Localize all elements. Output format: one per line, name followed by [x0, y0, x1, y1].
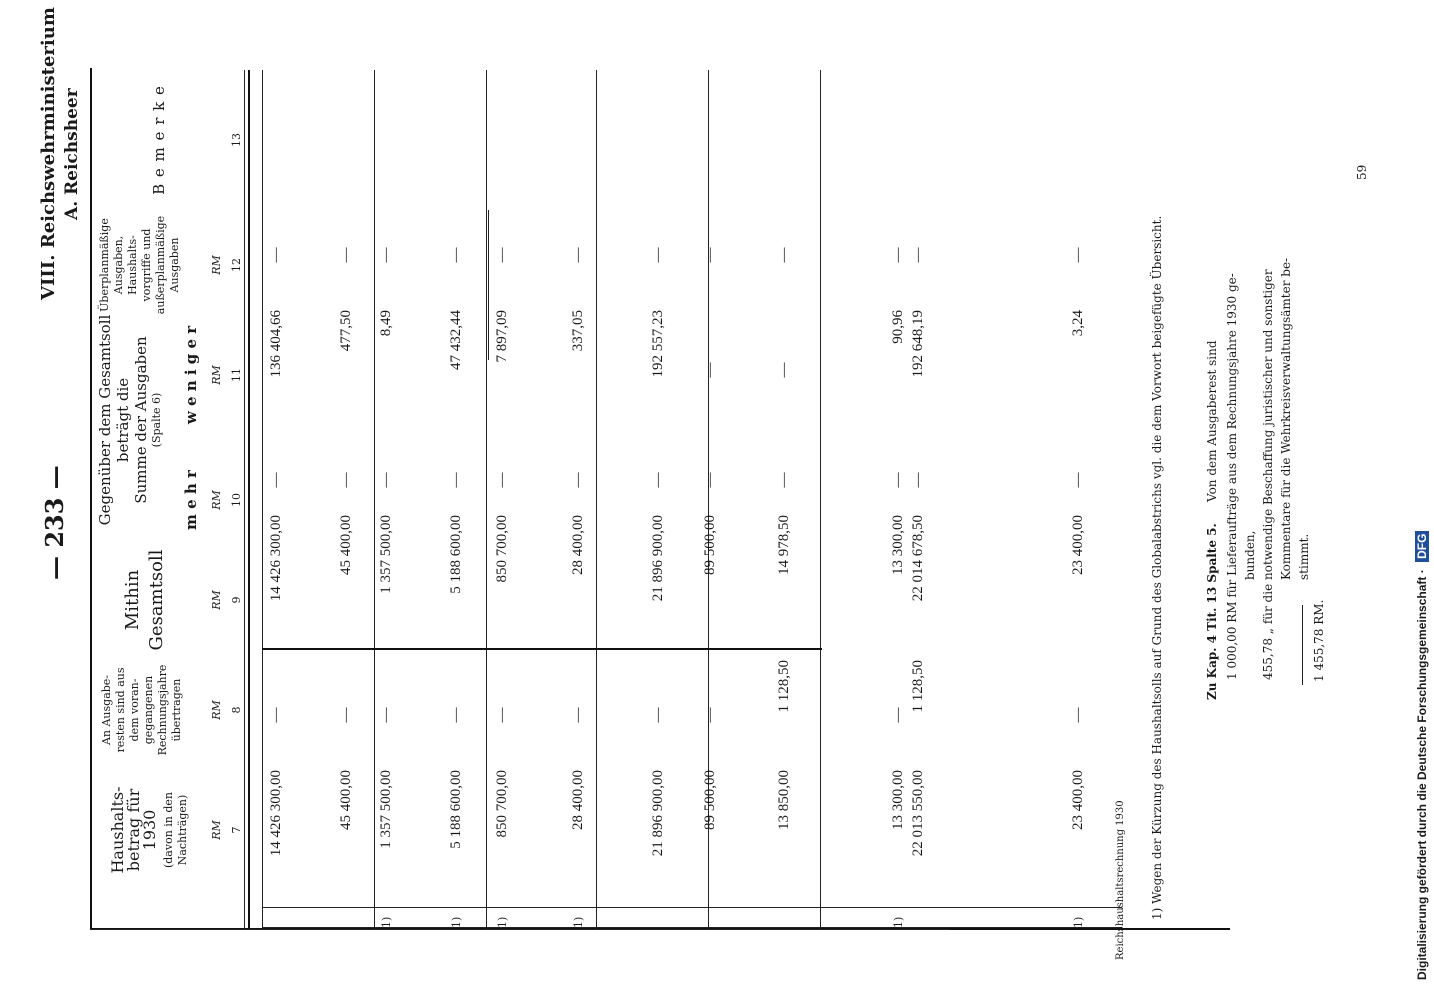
cell-c7: 13 850,00 [776, 770, 792, 830]
footnote: 1) Wegen der Kürzung des Haushaltsolls auf Grund des Globalabstrichs vgl. die dem Vorwort beigefügte Übersicht. [1150, 215, 1164, 920]
digitization-credit [1411, 10, 1434, 990]
cell-c10: — [702, 472, 718, 488]
cell-c12: — [910, 247, 926, 263]
cell-c10: — [570, 472, 586, 488]
cell-c11: 192 648,19 [910, 310, 926, 378]
note-total: 1 455,78 RM. [1312, 599, 1326, 682]
col-number-11: 11 [230, 368, 243, 382]
cell-c12: — [448, 247, 464, 263]
cell-c10: — [268, 472, 284, 488]
cell-c10: — [910, 472, 926, 488]
cell-c9: 45 400,00 [338, 515, 354, 575]
cell-c10: — [448, 472, 464, 488]
cell-c12: — [776, 247, 792, 263]
cell-c7: 5 188 600,00 [448, 770, 464, 849]
col-number-13: 13 [230, 133, 243, 147]
col-number-10: 10 [230, 493, 243, 507]
cell-c9: 5 188 600,00 [448, 515, 464, 594]
cell-c7: 1 357 500,00 [378, 770, 394, 849]
cell-c9: 850 700,00 [494, 515, 510, 583]
dfg-logo: DFG [1415, 531, 1429, 562]
cell-c10: — [1070, 472, 1086, 488]
cell-c8: — [268, 707, 284, 723]
cell-c11: 337,05 [570, 310, 586, 352]
cell-c12: — [378, 247, 394, 263]
cell-c10: — [338, 472, 354, 488]
cell-c10: — [890, 472, 906, 488]
footnote-marker: 1) [450, 916, 463, 928]
note-sum-rule [1302, 605, 1303, 685]
page-footer: Reichshaushaltsrechnung 1930 [1115, 800, 1126, 960]
page-number: — 233 — [40, 465, 69, 580]
cell-c9: 22 014 678,50 [910, 515, 926, 602]
cell-c8: — [378, 707, 394, 723]
cell-c7: 23 400,00 [1070, 770, 1086, 830]
cell-c12: — [570, 247, 586, 263]
section-title: A. Reichsheer [62, 88, 82, 220]
cell-c9: 23 400,00 [1070, 515, 1086, 575]
cell-c7: 13 300,00 [890, 770, 906, 830]
cell-c11: 477,50 [338, 310, 354, 352]
cell-c10: — [378, 472, 394, 488]
cell-c7: 45 400,00 [338, 770, 354, 830]
cell-c12: — [268, 247, 284, 263]
footnote-marker: 1) [892, 916, 905, 928]
cell-c10: — [776, 472, 792, 488]
cell-c11: 7 897,09 [494, 310, 510, 363]
cell-c8: 1 128,50 [776, 660, 792, 713]
cell-c12: — [890, 247, 906, 263]
cell-c9: 89 500,00 [702, 515, 718, 575]
chapter-title: VIII. Reichswehrministerium [38, 7, 59, 300]
footnote-marker: 1) [1072, 916, 1085, 928]
cell-c8: — [890, 707, 906, 723]
cell-c9: 28 400,00 [570, 515, 586, 575]
cell-c11: 192 557,23 [650, 310, 666, 378]
cell-c8: — [448, 707, 464, 723]
cell-c9: 21 896 900,00 [650, 515, 666, 602]
cell-c10: — [650, 472, 666, 488]
cell-c11: — [702, 362, 718, 378]
cell-c11: 3,24 [1070, 310, 1086, 337]
col-number-8: 8 [230, 706, 243, 714]
cell-c8: — [650, 707, 666, 723]
cell-c11: — [776, 362, 792, 378]
col-number-7: 7 [230, 826, 243, 834]
cell-c7: 21 896 900,00 [650, 770, 666, 857]
cell-c9: 14 978,50 [776, 515, 792, 575]
cell-c9: 13 300,00 [890, 515, 906, 575]
cell-c7: 89 500,00 [702, 770, 718, 830]
table-left-rule [90, 70, 92, 930]
cell-c8: — [570, 707, 586, 723]
cell-c12: — [702, 247, 718, 263]
cell-c8: — [1070, 707, 1086, 723]
cell-c12: — [650, 247, 666, 263]
note-line-4: Kommentare für die Wehrkreisverwaltungsämter be- [1279, 257, 1293, 580]
cell-c7: 14 426 300,00 [268, 770, 284, 857]
cell-c11: 136 404,66 [268, 310, 284, 378]
cell-c7: 850 700,00 [494, 770, 510, 838]
note-line-5: stimmt. [1297, 533, 1311, 580]
cell-c10: — [494, 472, 510, 488]
cell-c12: — [494, 247, 510, 263]
cell-c8: — [494, 707, 510, 723]
note-line-1: 1 000,00 RM für Lieferaufträge aus dem Rechnungsjahre 1930 ge- [1225, 273, 1239, 680]
note-intro: Von dem Ausgaberest sind [1205, 340, 1219, 502]
cell-c9: 1 357 500,00 [378, 515, 394, 594]
cell-c8: 1 128,50 [910, 660, 926, 713]
cell-c9: 14 426 300,00 [268, 515, 284, 602]
rotated-page: — 233 — VIII. Reichswehrministerium A. Reichsheer Haushalts- betrag für 1930 (davon in den Nachträgen) RM 7 An Ausgabe- resten sind aus dem voran- gegangenen Rechnungsjahre übertragen RM 8 Mithin Gesamtsoll RM 9 Gegenüber dem Gesamtsoll beträgt die Summe der Ausgaben (Spalte 6) m e h r RM 10 w e n i g e r RM 11 Überplanmäßige Ausgaben, Haushalts- vorgriffe und außerplanmäßige Ausgaben RM 12 B e m e r k e 13 14 426 300,00 — 14 426 300,00 — 136 404,66 — 45 400,00 — 45 400,00 — 477,50 — 1) 1 357 500,00 — 1 357 500,00 — 8,49 — 1) 5 188 600,00 — 5 188 600,00 — 47 432,44 — 1) 850 700,00 — 850 700,00 — 7 897,09 — 1) 28 400,00 — 28 400,00 — 337,05 — 21 896 900,00 — 21 896 900,00 — 192 557,23 — 89 500,00 — 89 500,00 — — — 13 850,00 1 128,50 14 978,50 — — — 1) 13 300,00 — 13 300,00 — 90,96 — 22 013 550,00 1 128,50 22 014 678,50 — 192 648,19 — 1) 23 400,00 — 23 400,00 — 3,24 — 1) Wegen der Kürzung des Haushaltsolls auf Grund des Globalabstrichs vgl. die dem Vorwort beigefügte Übersicht. Zu Kap. 4 Tit. 13 Spalte 5. Von dem Ausgaberest sind 1 000,00 RM für Lieferaufträge aus dem Rechnungsjahre 1930 ge- bunden, 455,78 „ für die notwendige Beschaffung juristischer und sonstiger Kommentare für die Wehrkreisverwaltungsämter be- stimmt. 1 455,78 RM. 59 Reichshaushaltsrechnung 1930 [38, 7, 1369, 960]
cell-c11: 90,96 [890, 310, 906, 344]
cell-c7: 22 013 550,00 [910, 770, 926, 857]
digitization-text: Digitalisierung gefördert durch die Deutsche Forschungsgemeinschaft · [1415, 569, 1429, 980]
footnote-marker: 1) [572, 916, 585, 928]
cell-c12: — [338, 247, 354, 263]
note-line-3: 455,78 „ für die notwendige Beschaffung juristischer und sonstiger [1261, 269, 1275, 680]
cell-c7: 28 400,00 [570, 770, 586, 830]
note-title: Zu Kap. 4 Tit. 13 Spalte 5. [1205, 523, 1219, 700]
cell-c8: — [702, 707, 718, 723]
cell-c12: — [1070, 247, 1086, 263]
footnote-marker: 1) [496, 916, 509, 928]
note-line-2: bunden, [1243, 530, 1257, 580]
col-number-12: 12 [230, 258, 243, 272]
cell-c11: 47 432,44 [448, 310, 464, 370]
cell-c11: 8,49 [378, 310, 394, 337]
cell-c8: — [338, 707, 354, 723]
col-number-9: 9 [230, 596, 243, 604]
footnote-marker: 1) [380, 916, 393, 928]
folio-number: 59 [1355, 164, 1369, 180]
